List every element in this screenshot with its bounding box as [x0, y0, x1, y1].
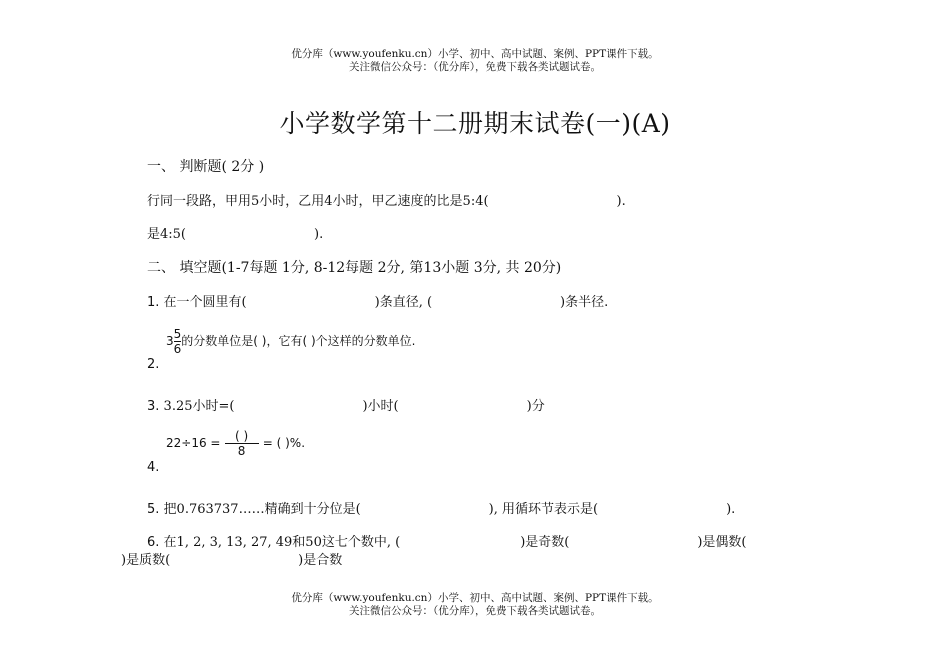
q-text: ). — [314, 227, 324, 242]
question-number: 4. — [147, 460, 160, 475]
section-1-heading: 一、 判断题( 2分 ) — [147, 159, 265, 175]
q-text: )是偶数( — [697, 535, 747, 550]
q-text: ). — [726, 502, 736, 517]
header-line-1: 优分库（www.youfenku.cn）小学、初中、高中试题、案例、PPT课件下载。 — [291, 48, 659, 60]
fill-question-5 — [147, 498, 735, 517]
header-line-2: 关注微信公众号：（优分库），免费下载各类试题试卷。 — [349, 61, 601, 73]
q-text: 在一个圆里有( — [163, 295, 247, 310]
q-text: )分 — [526, 399, 545, 414]
page-title: 小学数学第十二册期末试卷(一)(A) — [279, 109, 671, 138]
section-1-question-1 — [147, 190, 626, 209]
question-number: 3. — [147, 399, 160, 414]
q-text: )条半径. — [560, 295, 609, 310]
q-text: 是4:5( — [147, 227, 186, 242]
section-1-question-2 — [147, 223, 323, 242]
fraction-denominator: 8 — [237, 444, 246, 458]
q-text: ), 用循环节表示是( — [488, 502, 599, 517]
q-text: )小时( — [362, 399, 399, 414]
page-header — [0, 48, 950, 74]
footer-line-2: 关注微信公众号：（优分库），免费下载各类试题试卷。 — [349, 605, 601, 617]
fraction — [225, 430, 259, 457]
fraction-numerator: ( ) — [235, 429, 249, 443]
q-text: 在1, 2, 3, 13, 27, 49和50这七个数中, ( — [163, 535, 401, 550]
fill-question-1 — [147, 291, 608, 310]
question-number: 2. — [147, 357, 160, 372]
fill-question-6-continued — [121, 549, 342, 568]
q-text: 行同一段路，甲用5小时，乙用4小时，甲乙速度的比是5:4( — [147, 194, 489, 209]
q-text: 的分数单位是( )，它有( )个这样的分数单位. — [181, 334, 416, 348]
fill-question-2-formula — [166, 328, 415, 355]
fill-question-6 — [147, 531, 747, 550]
footer-line-1: 优分库（www.youfenku.cn）小学、初中、高中试题、案例、PPT课件下载。 — [291, 592, 659, 604]
q-text: )是质数( — [121, 553, 171, 568]
fill-question-4-formula — [166, 430, 305, 457]
q-text: )是合数 — [298, 553, 343, 568]
q-text: = ( )%. — [262, 436, 306, 450]
q-expression: 22÷16 = — [166, 436, 221, 450]
q-text: 3.25小时=( — [163, 399, 235, 414]
mixed-number-whole: 3 — [166, 334, 174, 348]
question-number: 6. — [147, 535, 160, 550]
question-number: 5. — [147, 502, 160, 517]
question-number: 1. — [147, 295, 160, 310]
q-text: )是奇数( — [520, 535, 570, 550]
q-text: )条直径, ( — [374, 295, 433, 310]
q-text: 把0.763737……精确到十分位是( — [163, 502, 361, 517]
section-2-heading: 二、 填空题(1-7每题 1分, 8-12每题 2分, 第13小题 3分, 共 20分) — [147, 260, 562, 276]
fill-question-3 — [147, 395, 545, 414]
fraction-numerator: 5 — [173, 327, 182, 341]
page-footer — [0, 592, 950, 618]
fraction-denominator: 6 — [173, 342, 182, 356]
q-text: ). — [616, 194, 626, 209]
